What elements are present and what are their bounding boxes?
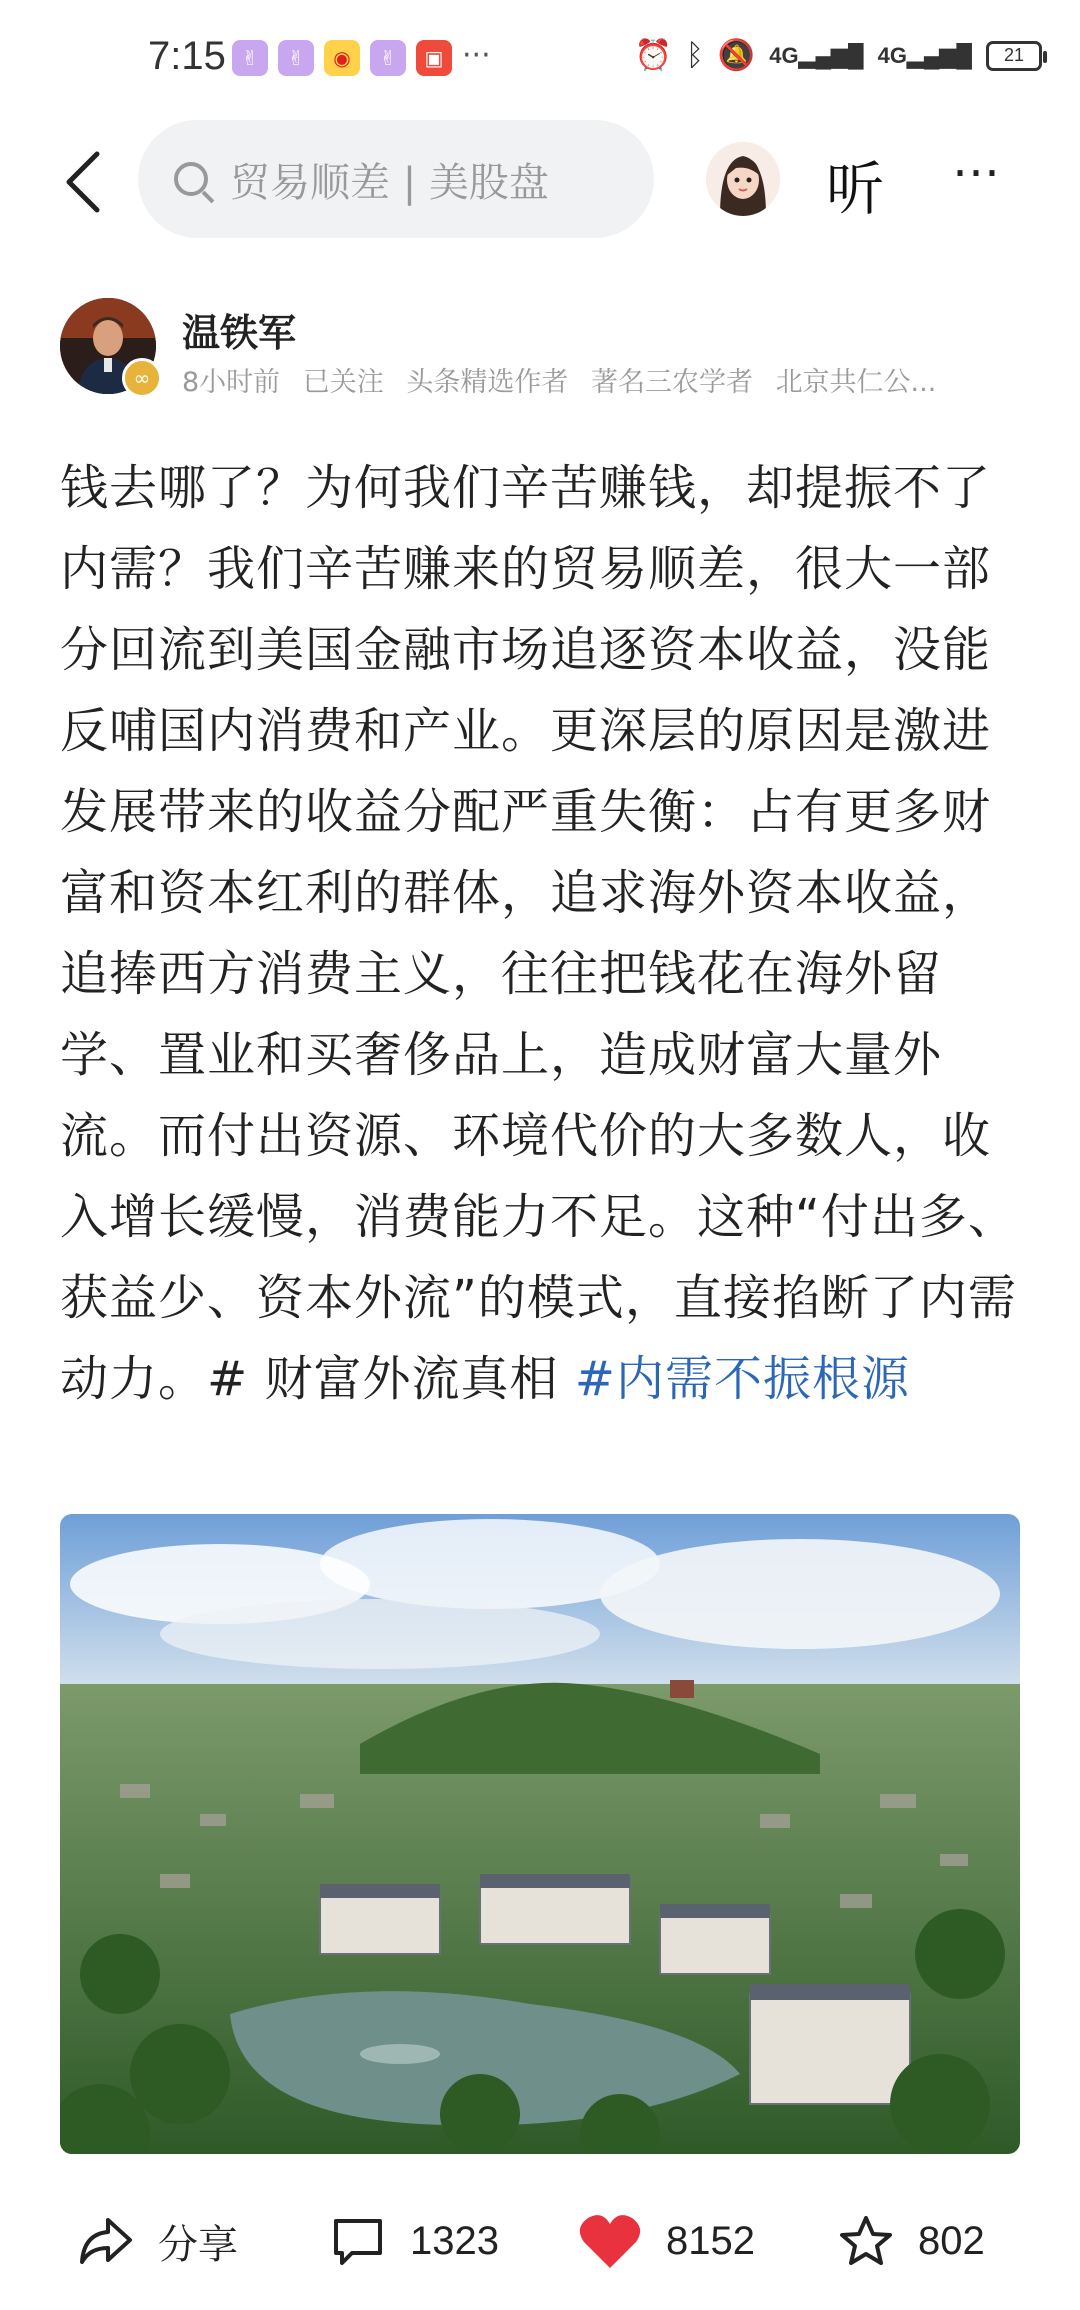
author-tag: 头条精选作者 <box>406 367 569 398</box>
author-header[interactable] <box>60 298 1040 408</box>
favorite-button[interactable] <box>838 2206 985 2276</box>
post-time: 8小时前 <box>182 367 281 398</box>
listen-button[interactable]: 听 <box>826 155 885 223</box>
avatar-illustration <box>706 142 780 216</box>
follow-status[interactable]: 已关注 <box>302 367 384 398</box>
more-notifications-icon: ··· <box>462 38 491 73</box>
battery-icon: 21 <box>986 41 1042 71</box>
bluetooth-icon: ᛒ <box>685 38 704 73</box>
top-nav-bar <box>0 120 1080 240</box>
notification-icons <box>232 40 452 76</box>
back-button[interactable] <box>48 142 118 222</box>
author-meta <box>182 360 1042 399</box>
hashtag-link[interactable]: #内需不振根源 <box>574 1351 910 1407</box>
system-icons <box>635 38 1042 73</box>
mute-icon: 🔕 <box>717 38 756 73</box>
post-body-text: 钱去哪了？为何我们辛苦赚钱，却提振不了内需？我们辛苦赚来的贸易顺差，很大一部分回流到美国金融市场追逐资本收益，没能反哺国内消费和产业。更深层的原因是激进发展带来的收益分配严重失衡：占有更多财富和资本红利的群体，追求海外资本收益，追捧西方消费主义，往往把钱花在海外留学、置业和买奢侈品上，造成财富大量外流。而付出资源、环境代价的大多数人，收入增长缓慢，消费能力不足。这种“付出多、获益少、资本外流”的模式，直接掐断了内需动力。# 财富外流真相 <box>60 460 1017 1407</box>
app-notification-icon: ✌ <box>370 40 406 76</box>
status-bar <box>0 0 1080 120</box>
signal-icon: 4G▂▄▆█ <box>877 42 972 68</box>
comment-button[interactable] <box>330 2206 499 2276</box>
action-bar <box>0 2180 1080 2300</box>
share-button[interactable] <box>78 2206 238 2276</box>
heart-icon <box>578 2212 642 2270</box>
share-label: 分享 <box>158 2222 238 2267</box>
comment-count: 1323 <box>410 2218 499 2263</box>
back-arrow-icon <box>63 150 103 214</box>
like-button[interactable] <box>578 2206 755 2276</box>
comment-icon <box>330 2215 386 2267</box>
shop-notification-icon: ▣ <box>416 40 452 76</box>
more-options-icon[interactable]: ⋯ <box>952 144 1004 200</box>
verified-badge-icon: ∞ <box>122 358 162 398</box>
alarm-icon: ⏰ <box>634 38 672 73</box>
search-placeholder: 贸易顺差 | 美股盘 <box>230 159 549 206</box>
search-input[interactable] <box>138 120 654 238</box>
star-icon <box>838 2214 894 2268</box>
share-icon <box>78 2216 134 2266</box>
search-icon <box>174 162 208 196</box>
app-notification-icon: ✌ <box>232 40 268 76</box>
favorite-count: 802 <box>918 2218 985 2263</box>
like-count: 8152 <box>666 2218 755 2263</box>
signal-icon: 4G▂▄▆█ <box>769 42 864 68</box>
app-notification-icon: ✌ <box>278 40 314 76</box>
status-time: 7:15 <box>148 34 226 78</box>
weibo-notification-icon: ◉ <box>324 40 360 76</box>
post-text <box>60 448 1020 1420</box>
aerial-estate-photo <box>60 1514 1020 2154</box>
user-avatar[interactable] <box>706 142 780 216</box>
author-tag: 著名三农学者 <box>590 367 753 398</box>
author-name[interactable]: 温铁军 <box>182 311 297 355</box>
post-image[interactable] <box>60 1514 1020 2154</box>
author-tag: 北京共仁公... <box>775 367 937 398</box>
